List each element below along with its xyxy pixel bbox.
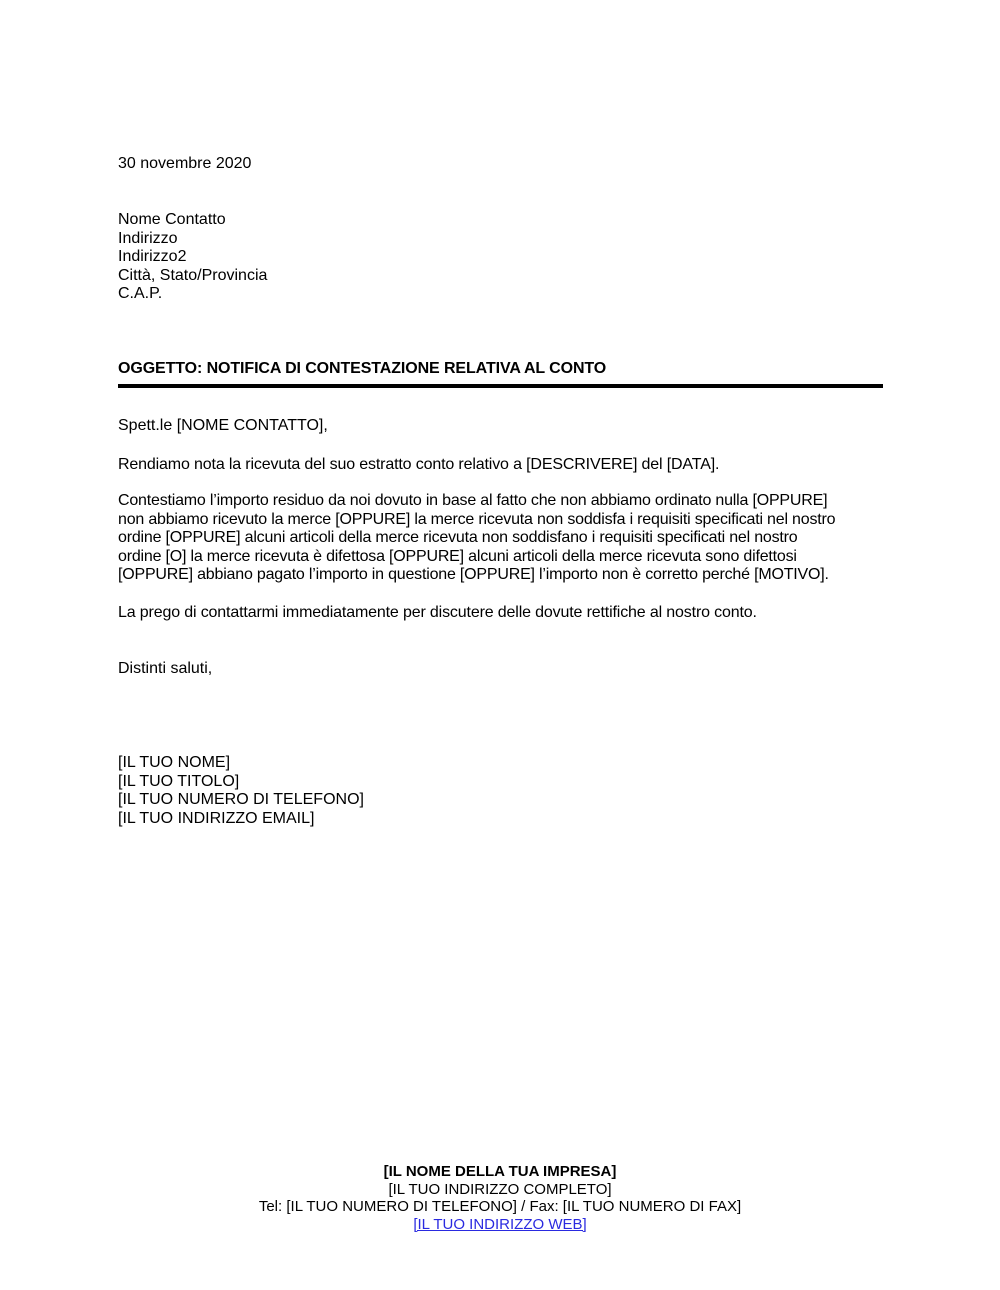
letterhead-footer (0, 1163, 1000, 1233)
recipient-name: Nome Contatto (118, 211, 226, 228)
body-paragraph-3: La prego di contattarmi immediatamente per discutere delle dovute rettifiche al nostro conto. (118, 604, 757, 621)
signature-block (118, 754, 883, 828)
paragraph-line: [OPPURE] abbiano pagato l’importo in questione [OPPURE] l’importo non è corretto perché [MOTIVO]. (118, 566, 829, 583)
recipient-postal-code: C.A.P. (118, 285, 163, 302)
footer-website-link[interactable]: [IL TUO INDIRIZZO WEB] (413, 1215, 587, 1233)
footer-address: [IL TUO INDIRIZZO COMPLETO] (388, 1180, 612, 1198)
closing: Distinti saluti, (118, 660, 213, 677)
body-paragraph-1: Rendiamo nota la ricevuta del suo estratto conto relativo a [DESCRIVERE] del [DATA]. (118, 456, 720, 473)
body-paragraph-2 (118, 492, 883, 585)
paragraph-line: ordine [OPPURE] alcuni articoli della merce ricevuta non soddisfano i requisiti specificati nel nostro (118, 529, 798, 546)
paragraph-line: Contestiamo l’importo residuo da noi dovuto in base al fatto che non abbiamo ordinato nulla [OPPURE] (118, 492, 828, 509)
signature-name: [IL TUO NOME] (118, 754, 231, 771)
signature-phone: [IL TUO NUMERO DI TELEFONO] (118, 791, 364, 808)
paragraph-line: non abbiamo ricevuto la merce [OPPURE] la merce ricevuta non soddisfa i requisiti specificati nel nostro (118, 510, 836, 528)
footer-contact: Tel: [IL TUO NUMERO DI TELEFONO] / Fax: [IL TUO NUMERO DI FAX] (258, 1198, 742, 1215)
signature-email: [IL TUO INDIRIZZO EMAIL] (118, 809, 315, 827)
footer-company-name: [IL NOME DELLA TUA IMPRESA] (383, 1163, 617, 1180)
paragraph-line: ordine [O] la merce ricevuta è difettosa [OPPURE] alcuni articoli della merce ricevuta sono difettosi (118, 547, 797, 565)
salutation: Spett.le [NOME CONTATTO], (118, 417, 328, 434)
subject-heading: OGGETTO: NOTIFICA DI CONTESTAZIONE RELATIVA AL CONTO (118, 360, 607, 377)
recipient-address-line-2: Indirizzo2 (118, 248, 187, 265)
signature-title: [IL TUO TITOLO] (118, 772, 240, 790)
subject-divider (118, 384, 883, 388)
letter-date: 30 novembre 2020 (118, 155, 252, 172)
recipient-address-line-1: Indirizzo (118, 229, 178, 247)
recipient-address-block (118, 211, 883, 304)
recipient-city-state: Città, Stato/Provincia (118, 266, 268, 284)
